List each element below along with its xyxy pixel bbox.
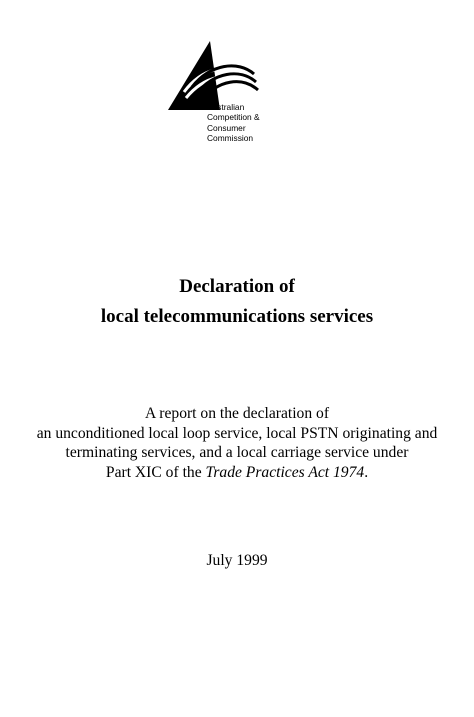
subtitle-line-3: terminating services, and a local carriage service under xyxy=(65,444,409,461)
logo-line: Australian xyxy=(207,102,245,112)
accc-logo xyxy=(166,38,276,150)
publication-date: July 1999 xyxy=(206,552,268,569)
document-title xyxy=(0,272,474,332)
logo-line: Commission xyxy=(207,133,254,144)
title-line-1: Declaration of xyxy=(179,276,295,297)
logo-line: Competition & xyxy=(207,112,260,123)
subtitle-line-2: an unconditioned local loop service, local PSTN originating and xyxy=(36,424,438,442)
document-subtitle xyxy=(0,404,474,482)
logo-wordmark xyxy=(207,102,260,144)
subtitle-line-4-prefix: Part XIC of the xyxy=(105,463,206,481)
title-line-2: local telecommunications services xyxy=(100,306,374,327)
subtitle-line-4 xyxy=(0,463,474,483)
subtitle-line-4-suffix: . xyxy=(364,463,369,481)
subtitle-line-1: A report on the declaration of xyxy=(144,405,330,422)
act-title: Trade Practices Act 1974 xyxy=(205,463,365,481)
logo-line: Consumer xyxy=(207,122,246,133)
